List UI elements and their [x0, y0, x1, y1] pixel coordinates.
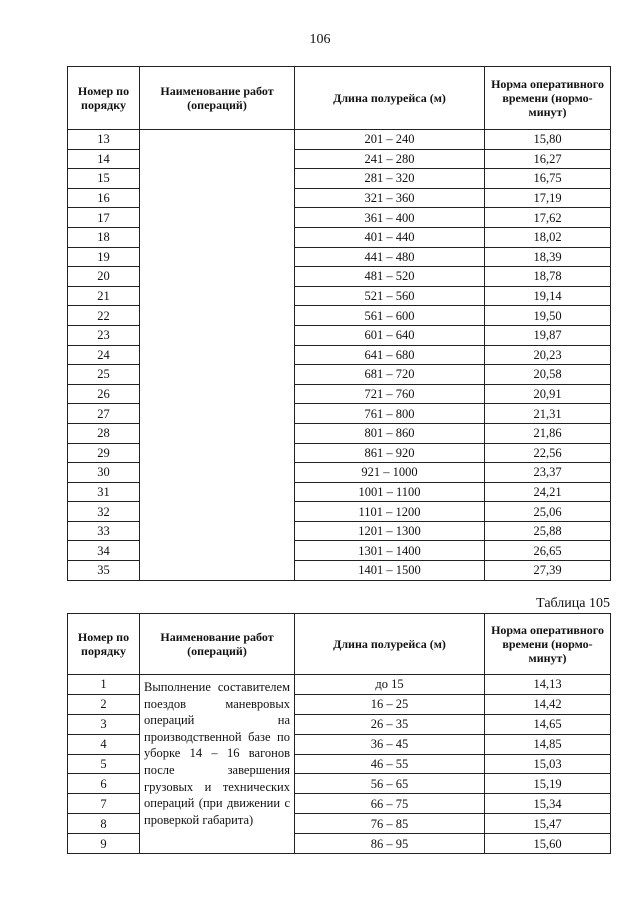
row-number: 28 [68, 423, 140, 443]
time-norm: 18,78 [485, 267, 611, 287]
half-run-length: 56 – 65 [295, 774, 485, 794]
time-norm: 15,80 [485, 130, 611, 150]
time-norm: 14,65 [485, 714, 611, 734]
time-norm: 16,27 [485, 149, 611, 169]
half-run-length: 321 – 360 [295, 188, 485, 208]
time-norm: 19,14 [485, 286, 611, 306]
time-norm: 18,02 [485, 227, 611, 247]
time-norm: 23,37 [485, 463, 611, 483]
table-row [68, 675, 611, 695]
time-norm: 15,60 [485, 834, 611, 854]
page-number: 106 [309, 32, 331, 47]
half-run-length: 86 – 95 [295, 834, 485, 854]
row-number: 22 [68, 306, 140, 326]
norm-table-105 [67, 613, 611, 854]
half-run-length: 281 – 320 [295, 169, 485, 189]
time-norm: 18,39 [485, 247, 611, 267]
half-run-length: 601 – 640 [295, 325, 485, 345]
time-norm: 14,85 [485, 734, 611, 754]
row-number: 16 [68, 188, 140, 208]
half-run-length: 561 – 600 [295, 306, 485, 326]
half-run-length: 801 – 860 [295, 423, 485, 443]
half-run-length: 761 – 800 [295, 404, 485, 424]
time-norm: 20,58 [485, 365, 611, 385]
time-norm: 21,31 [485, 404, 611, 424]
row-number: 17 [68, 208, 140, 228]
row-number: 4 [68, 734, 140, 754]
header-length: Длина полурейса (м) [295, 614, 485, 675]
half-run-length: 401 – 440 [295, 227, 485, 247]
half-run-length: 1001 – 1100 [295, 482, 485, 502]
header-name: Наименование работ (операций) [140, 614, 295, 675]
row-number: 15 [68, 169, 140, 189]
time-norm: 24,21 [485, 482, 611, 502]
row-number: 19 [68, 247, 140, 267]
table-body [68, 130, 611, 581]
row-number: 32 [68, 502, 140, 522]
row-number: 24 [68, 345, 140, 365]
half-run-length: 36 – 45 [295, 734, 485, 754]
header-name: Наименование работ (операций) [140, 67, 295, 130]
half-run-length: 521 – 560 [295, 286, 485, 306]
time-norm: 15,03 [485, 754, 611, 774]
half-run-length: 641 – 680 [295, 345, 485, 365]
time-norm: 15,19 [485, 774, 611, 794]
half-run-length: 26 – 35 [295, 714, 485, 734]
half-run-length: 66 – 75 [295, 794, 485, 814]
table-header-row [68, 614, 611, 675]
table-caption: Таблица 105 [536, 596, 610, 611]
row-number: 9 [68, 834, 140, 854]
row-number: 33 [68, 521, 140, 541]
row-number: 8 [68, 814, 140, 834]
table-row [68, 130, 611, 150]
half-run-length: до 15 [295, 675, 485, 695]
row-number: 26 [68, 384, 140, 404]
header-norm: Норма оперативного времени (нормо-минут) [485, 67, 611, 130]
half-run-length: 1201 – 1300 [295, 521, 485, 541]
half-run-length: 681 – 720 [295, 365, 485, 385]
half-run-length: 241 – 280 [295, 149, 485, 169]
row-number: 13 [68, 130, 140, 150]
operation-description: Выполнение составителем поездов маневровых операций на производственной базе по уборке 14 – 16 вагонов после завершения грузовых и технических операций (при движении с проверкой габарита) [140, 675, 295, 854]
row-number: 2 [68, 694, 140, 714]
header-norm: Норма оперативного времени (нормо-минут) [485, 614, 611, 675]
time-norm: 19,87 [485, 325, 611, 345]
header-num: Номер по порядку [68, 614, 140, 675]
half-run-length: 921 – 1000 [295, 463, 485, 483]
time-norm: 14,13 [485, 675, 611, 695]
half-run-length: 861 – 920 [295, 443, 485, 463]
time-norm: 16,75 [485, 169, 611, 189]
half-run-length: 46 – 55 [295, 754, 485, 774]
row-number: 5 [68, 754, 140, 774]
row-number: 35 [68, 561, 140, 581]
norm-table-104-continued [67, 66, 611, 581]
time-norm: 21,86 [485, 423, 611, 443]
half-run-length: 201 – 240 [295, 130, 485, 150]
table-header-row [68, 67, 611, 130]
header-length: Длина полурейса (м) [295, 67, 485, 130]
table-body [68, 675, 611, 854]
half-run-length: 76 – 85 [295, 814, 485, 834]
time-norm: 20,91 [485, 384, 611, 404]
row-number: 20 [68, 267, 140, 287]
time-norm: 14,42 [485, 694, 611, 714]
time-norm: 15,34 [485, 794, 611, 814]
row-number: 18 [68, 227, 140, 247]
time-norm: 26,65 [485, 541, 611, 561]
header-num: Номер по порядку [68, 67, 140, 130]
time-norm: 15,47 [485, 814, 611, 834]
row-number: 3 [68, 714, 140, 734]
half-run-length: 441 – 480 [295, 247, 485, 267]
row-number: 34 [68, 541, 140, 561]
time-norm: 27,39 [485, 561, 611, 581]
time-norm: 17,19 [485, 188, 611, 208]
half-run-length: 481 – 520 [295, 267, 485, 287]
time-norm: 25,06 [485, 502, 611, 522]
row-number: 14 [68, 149, 140, 169]
row-number: 21 [68, 286, 140, 306]
row-number: 30 [68, 463, 140, 483]
time-norm: 22,56 [485, 443, 611, 463]
row-number: 6 [68, 774, 140, 794]
row-number: 7 [68, 794, 140, 814]
half-run-length: 721 – 760 [295, 384, 485, 404]
row-number: 1 [68, 675, 140, 695]
half-run-length: 361 – 400 [295, 208, 485, 228]
half-run-length: 1301 – 1400 [295, 541, 485, 561]
row-number: 23 [68, 325, 140, 345]
row-number: 31 [68, 482, 140, 502]
row-number: 27 [68, 404, 140, 424]
time-norm: 25,88 [485, 521, 611, 541]
time-norm: 20,23 [485, 345, 611, 365]
time-norm: 19,50 [485, 306, 611, 326]
row-number: 29 [68, 443, 140, 463]
half-run-length: 16 – 25 [295, 694, 485, 714]
operation-description [140, 130, 295, 581]
time-norm: 17,62 [485, 208, 611, 228]
half-run-length: 1101 – 1200 [295, 502, 485, 522]
half-run-length: 1401 – 1500 [295, 561, 485, 581]
row-number: 25 [68, 365, 140, 385]
